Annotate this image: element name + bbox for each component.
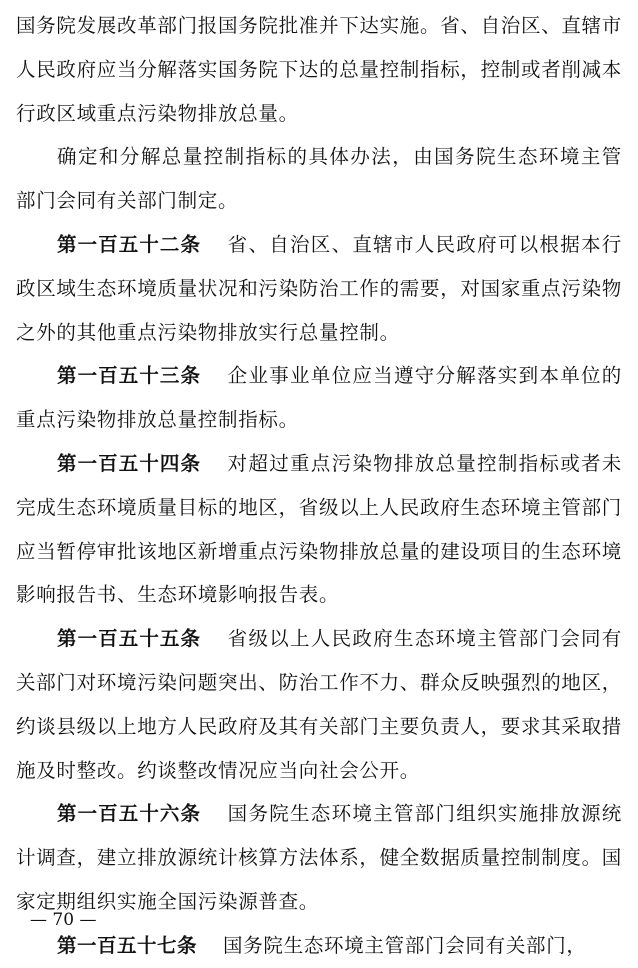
article-157 bbox=[16, 924, 622, 968]
paragraph-text: 国务院发展改革部门报国务院批准并下达实施。省、自治区、直辖市人民政府应当分解落实国务院下达的总量控制指标，控制或者削减本行政区域重点污染物排放总量。 bbox=[16, 14, 623, 125]
article-number: 第一百五十七条 bbox=[57, 933, 198, 957]
article-text: 省、自治区、直辖市人民政府可以根据本行政区域生态环境质量状况和污染防治工作的需要，对国家重点污染物之外的其他重点污染物排放实行总量控制。 bbox=[16, 232, 623, 344]
article-text: 企业事业单位应当遵守分解落实到本单位的重点污染物排放总量控制指标。 bbox=[16, 364, 622, 432]
article-155 bbox=[16, 617, 622, 792]
article-number: 第一百五十五条 bbox=[57, 627, 202, 651]
article-text: 对超过重点污染物排放总量控制指标或者未完成生态环境质量目标的地区，省级以上人民政府生态环境主管部门应当暂停审批该地区新增重点污染物排放总量的建设项目的生态环境影响报告书、生态环境影响报告表。 bbox=[16, 451, 623, 607]
article-156 bbox=[16, 792, 622, 923]
body-text bbox=[16, 4, 622, 968]
article-153 bbox=[16, 354, 622, 442]
article-number: 第一百五十六条 bbox=[57, 802, 202, 826]
article-number: 第一百五十三条 bbox=[57, 364, 202, 388]
article-text: 国务院生态环境主管部门会同有关部门， bbox=[223, 933, 587, 957]
paragraph-text: 确定和分解总量控制指标的具体办法，由国务院生态环境主管部门会同有关部门制定。 bbox=[16, 145, 622, 213]
article-number: 第一百五十四条 bbox=[57, 451, 202, 475]
page-number: — 70 — bbox=[30, 910, 97, 930]
article-154 bbox=[16, 442, 622, 617]
paragraph-continuation bbox=[16, 4, 622, 135]
paragraph bbox=[16, 135, 622, 223]
article-text: 省级以上人民政府生态环境主管部门会同有关部门对环境污染问题突出、防治工作不力、群众反映强烈的地区，约谈县级以上地方人民政府及其有关部门主要负责人，要求其采取措施及时整改。约谈整改情况应当向社会公开。 bbox=[16, 627, 623, 782]
article-152 bbox=[16, 223, 622, 354]
article-text: 国务院生态环境主管部门组织实施排放源统计调查，建立排放源统计核算方法体系，健全数据质量控制制度。国家定期组织实施全国污染源普查。 bbox=[16, 802, 623, 913]
article-number: 第一百五十二条 bbox=[57, 232, 202, 256]
